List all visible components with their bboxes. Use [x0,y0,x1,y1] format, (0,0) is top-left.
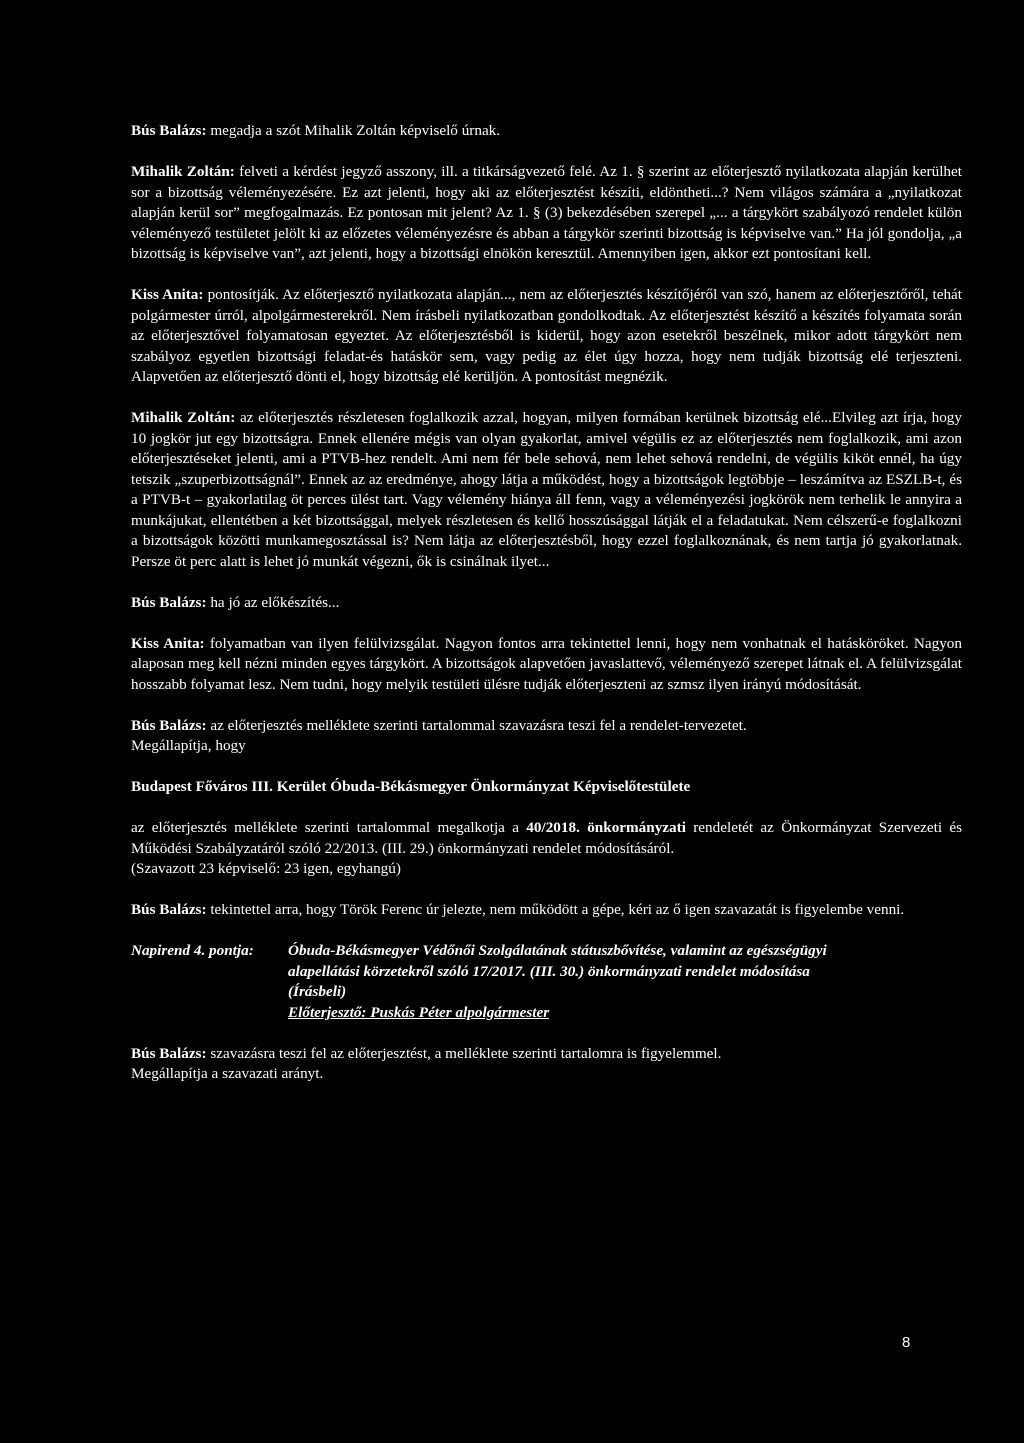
agenda-written-note: (Írásbeli) [288,983,347,1000]
vote-result: (Szavazott 23 képviselő: 23 igen, egyhangú) [131,860,401,877]
resolution-text [131,818,962,859]
resolution-type: önkormányzati [579,819,686,836]
vote-intro-text: az előterjesztés melléklete szerinti tartalommal szavazásra teszi fel a rendelet-tervezetet. [206,716,747,734]
speaker-name: Mihalik Zoltán: [131,163,235,180]
paragraph-text: pontosítják. Az előterjesztő nyilatkozata alapján..., nem az előterjesztés készítőjéről van szó, hanem az előterjesztőről, tehát polgármester úrról, alpolgármesterekről. Nem írásbeli nyilatkozatban gondolkodtak. Az előterjesztést készítő a készítés folyamata során az előterjesztővel folyamatosan egyeztet. Az előterjesztésből is kiderül, hogy azon esetekről beszélnek, mikor adott tárgykört nem szabályoz egyetlen bizottsági feladat-és hatáskör sem, vagy pedig az élet úgy hozza, hogy nem tudják bizottság elé terjeszteni. Alapvetően az előterjesztő dönti el, hogy bizottság elé kerüljön. A pontosítást megnézik. [131,286,963,385]
resolution-number: 40/2018. [526,819,580,836]
agenda-item [131,941,962,1023]
resolution [131,818,962,880]
speaker-name: Kiss Anita: [131,286,204,303]
council-heading: Budapest Főváros III. Kerület Óbuda-Békásmegyer Önkormányzat Képviselőtestülete [131,778,691,795]
paragraph-text: megadja a szót Mihalik Zoltán képviselő úrnak. [206,122,501,139]
speaker-name: Bús Balázs: [131,122,207,139]
agenda-title-line: Óbuda-Békásmegyer Védőnői Szolgálatának státuszbővítése, valamint az egészségügyi [288,942,827,959]
paragraph-4 [131,408,962,572]
vote-intro [131,716,962,757]
paragraph-5 [131,593,962,614]
vote-intro-conclusion: Megállapítja, hogy [131,737,246,754]
closing-speech-text: tekintettel arra, hogy Török Ferenc úr jelezte, nem működött a gépe, kéri az ő igen szavazatát is figyelembe venni. [206,901,905,918]
final-statement-conclusion: Megállapítja a szavazati arányt. [131,1065,324,1082]
final-statement [131,1044,962,1085]
resolution-rest: rendeletét az Önkormányzat Szervezeti és Működési Szabályzatáról szóló 22/2013. (III. 29.) önkormányzati rendelet módosításáról. [131,819,963,857]
paragraph-6 [131,634,962,696]
paragraph-text: folyamatban van ilyen felülvizsgálat. Nagyon fontos arra tekintettel lenni, hogy nem vonhatnak el hatásköröket. Nagyon alaposan meg kell nézni minden egyes tárgykört. A bizottságok alapvetően javaslattevő, véleményező szerepet látnak el. A felülvizsgálat hosszabb folyamat lesz. Nem tudni, hogy melyik testületi ülésre tudják előterjeszteni az szmsz ilyen irányú módosítását. [131,634,962,693]
final-statement-text: szavazásra teszi fel az előterjesztést, a melléklete szerinti tartalomra is figyelemmel. [206,1044,722,1062]
paragraph-text: felveti a kérdést jegyző asszony, ill. a titkárságvezető felé. Az 1. § szerint az előterjesztő nyilatkozata alapján kerülhet sor a bizottság véleményezésére. Ez azt jelenti, hogy aki az előterjesztést készíti, eldöntheti...? Nem világos számára a „nyilatkozat alapján kerül sor” megfogalmazás. Ez pontosan mit jelent? Az 1. § (3) bekezdésében szerepel „... a tárgykört szabályozó rendelet külön véleményező testületet jelölt ki az előzetes véleményezésre és abban a tárgykör szerinti bizottság is képviselve van.” Ha jól gondolja, „a bizottság is képviselve van”, azt jelenti, hogy a bizottsági elnökön keresztül. Amennyiben igen, akkor ezt pontosítani kell. [131,163,962,262]
final-statement-line [131,1044,962,1065]
paragraph-1 [131,121,962,142]
closing-speech [131,900,962,921]
paragraph-text: ha jó az előkészítés... [206,593,340,611]
agenda-body [288,941,962,1023]
speaker-name: Bús Balázs: [131,593,207,611]
speaker-name: Kiss Anita: [131,634,205,652]
document-page [131,121,962,1105]
paragraph-text: az előterjesztés részletesen foglalkozik azzal, hogyan, milyen formában kerülnek bizottság elé...Elvileg azt írja, hogy 10 jogkör jut egy bizottságra. Ennek ellenére mégis van olyan gyakorlat, amivel végülis ez az előterjesztés nem foglalkozik, ami azon előterjesztéseket jelenti, ami a PTVB-hez rendelt. Ami nem fér bele sehová, nem lehet sehová rendelni, de végülis kiköt ennél, ha úgy tetszik „szuperbizottságnál”. Ennek az az eredménye, ahogy látja a működést, hogy a bizottságok legtöbbje – leszámítva az ESZLB-t, és a PTVB-t – gyakorlatilag öt perces ülést tart. Vagy vélemény hiánya áll fenn, vagy a véleményezési jogkörök nem terhelik le annyira a munkájukat, ellentétben a két bizottsággal, melyek részletesen és kellő hosszúsággal látják el a feladatukat. Nem célszerű-e foglalkozni a bizottságok közötti munkamegosztással is? Nem látja az előterjesztésből, hogy ezzel foglalkoznának, és nem tartja jó gyakorlatnak. Persze öt perc alatt is lehet jó munkát végezni, ők is csinálnak ilyet... [131,409,962,570]
speaker-name: Bús Balázs: [131,1044,207,1062]
paragraph-3 [131,285,962,388]
vote-intro-line [131,716,962,737]
agenda-presenter: Előterjesztő: Puskás Péter alpolgármester [288,1003,550,1021]
agenda-label: Napirend 4. pontja: [131,942,254,959]
speaker-name: Mihalik Zoltán: [131,409,236,426]
resolution-intro: az előterjesztés melléklete szerinti tartalommal megalkotja a [131,819,527,836]
page-number: 8 [902,1334,911,1351]
speaker-name: Bús Balázs: [131,716,207,734]
agenda-title-line: alapellátási körzetekről szóló 17/2017. (III. 30.) önkormányzati rendelet módosítása [288,962,810,980]
speaker-name: Bús Balázs: [131,901,207,918]
paragraph-2 [131,162,962,265]
